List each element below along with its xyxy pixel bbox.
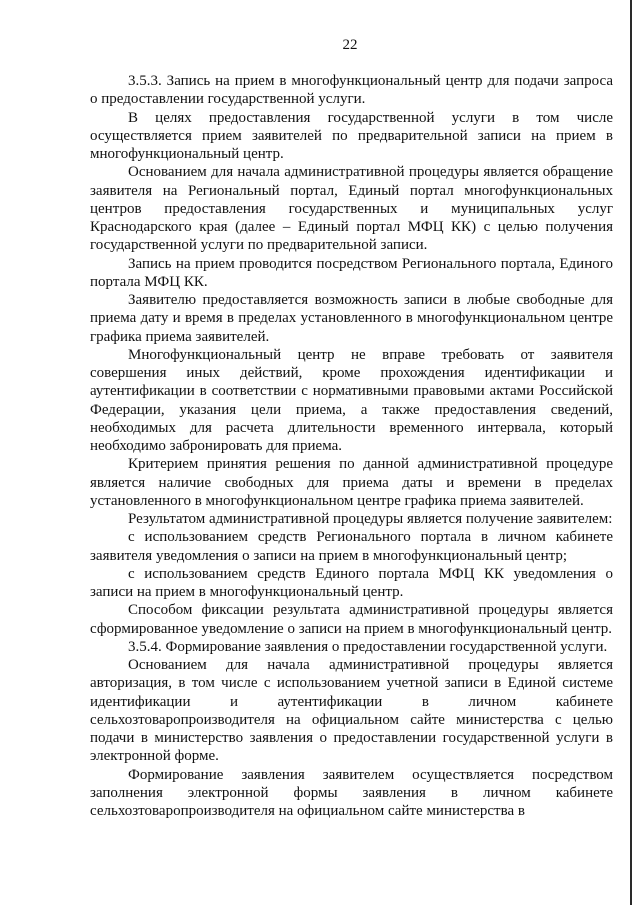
page-number: 22 bbox=[342, 37, 358, 53]
section-heading-3-5-4: 3.5.4. Формирование заявления о предоставлении государственной услуги. bbox=[128, 638, 608, 655]
paragraph: Способом фиксации результата административной процедуры является сформированное уведомление о записи на прием в многофункциональный центр. bbox=[90, 602, 613, 637]
paragraph: Формирование заявления заявителем осуществляется посредством заполнения электронной формы заявления в личном кабинете сельхозтоваропроизводителя на официальном сайте министерства в bbox=[90, 766, 613, 819]
paragraph: Критерием принятия решения по данной административной процедуре является наличие свободных для приема даты и времени в пределах установленного в многофункциональном центре графика приема заявителей. bbox=[90, 456, 613, 509]
paragraph: Запись на прием проводится посредством Регионального портала, Единого портала МФЦ КК. bbox=[90, 255, 613, 290]
section-heading-3-5-3: 3.5.3. Запись на прием в многофункциональный центр для подачи запроса о предоставлении государственной услуги. bbox=[90, 73, 613, 108]
paragraph: Заявителю предоставляется возможность записи в любые свободные для приема дату и время в пределах установленного в многофункциональном центре графика приема заявителей. bbox=[90, 292, 613, 345]
paragraph: с использованием средств Единого портала МФЦ КК уведомления о записи на прием в многофункциональный центр. bbox=[90, 565, 613, 600]
paragraph: Многофункциональный центр не вправе требовать от заявителя совершения иных действий, кроме прохождения идентификации и аутентификации в соответствии с нормативными правовыми актами Российской Федерации, указания цели приема, а также предоставления сведений, необходимых для расчета длительности временного интервала, который необходимо забронировать для приема. bbox=[90, 346, 613, 454]
paragraph: Результатом административной процедуры является получение заявителем: bbox=[128, 511, 613, 527]
paragraph: Основанием для начала административной процедуры является обращение заявителя на Региональный портал, Единый портал многофункциональных центров предоставления государственных и муниципальных услуг Краснодарского края (далее – Единый портал МФЦ КК) с целью получения государственной услуги по предварительной записи. bbox=[90, 164, 613, 254]
document-body bbox=[90, 72, 613, 820]
paragraph: В целях предоставления государственной услуги в том числе осуществляется прием заявителей по предварительной записи на прием в многофункциональный центр. bbox=[90, 109, 613, 162]
paragraph: Основанием для начала административной процедуры является авторизация, в том числе с использованием учетной записи в Единой системе идентификации и аутентификации в личном кабинете сельхозтоваропроизводителя на официальном сайте министерства с целью подачи в министерство заявления о предоставлении государственной услуги в электронной форме. bbox=[90, 657, 613, 765]
page-edge-line bbox=[630, 0, 632, 905]
paragraph: с использованием средств Регионального портала в личном кабинете заявителя уведомления о записи на прием в многофункциональный центр; bbox=[90, 529, 613, 564]
